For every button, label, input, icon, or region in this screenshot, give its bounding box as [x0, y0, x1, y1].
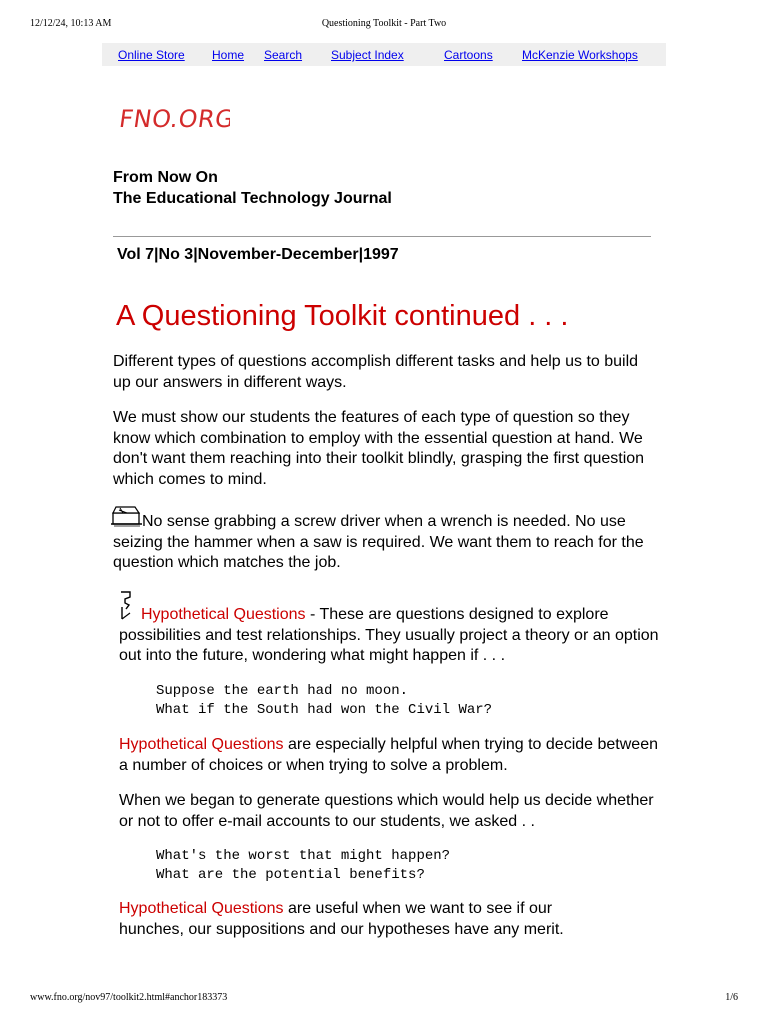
paragraph-3 [113, 512, 658, 574]
horizontal-rule [113, 236, 651, 237]
example-1-line-1: Suppose the earth had no moon. [156, 683, 409, 699]
paragraph-7 [119, 899, 619, 940]
print-doc-title: Questioning Toolkit - Part Two [321, 18, 447, 29]
term-hypothetical-questions: Hypothetical Questions [119, 736, 284, 753]
paragraph-7-text: are useful when we want to see if our hunches, our suppositions and our hypotheses have any merit. [119, 900, 564, 938]
term-hypothetical-questions: Hypothetical Questions [119, 900, 284, 917]
logo-text: FNO.ORG [120, 105, 230, 133]
example-block-1 [156, 682, 492, 719]
example-2-line-2: What are the potential benefits? [156, 866, 425, 883]
paragraph-5-text: are especially helpful when trying to decide between a number of choices or when trying to solve a problem. [119, 736, 658, 774]
paragraph-4-text: - These are questions designed to explore possibilities and test relationships. They usually project a theory or an option out into the future, wondering what might happen if . . . [119, 606, 659, 664]
term-hypothetical-questions: Hypothetical Questions [141, 606, 306, 623]
page-title: A Questioning Toolkit continued . . . [116, 300, 569, 332]
paragraph-1: Different types of questions accomplish different tasks and help us to build up our answers in different ways. [113, 353, 639, 391]
nav-link-mckenzie-workshops[interactable]: McKenzie Workshops [522, 48, 638, 62]
paragraph-3-text: No sense grabbing a screw driver when a wrench is needed. No use seizing the hammer when a saw is required. We want them to reach for the question which matches the job. [113, 513, 644, 571]
example-block-2 [156, 847, 450, 884]
paragraph-6: When we began to generate questions which would help us decide whether or not to offer e-mail accounts to our students, we asked . . [119, 792, 654, 830]
journal-name [113, 167, 392, 209]
example-2-line-1: What's the worst that might happen? [156, 848, 451, 864]
toolbox-icon [111, 504, 143, 528]
issue-info: Vol 7|No 3|November-December|1997 [117, 246, 399, 263]
paragraph-5 [119, 735, 659, 776]
top-nav [102, 43, 666, 66]
nav-link-online-store[interactable]: Online Store [118, 48, 185, 62]
fno-logo-graphic [120, 100, 230, 136]
paragraph-2: We must show our students the features of each type of question so they know which combination to employ with the essential question at hand. We don't want them reaching into their toolkit blindly, grasping the first question which comes to mind. [113, 409, 645, 488]
paragraph-4 [119, 605, 659, 667]
journal-line-1: From Now On [113, 169, 218, 186]
journal-line-2: The Educational Technology Journal [113, 190, 392, 207]
nav-link-home[interactable]: Home [212, 48, 245, 62]
print-datetime: 12/12/24, 10:13 AM [30, 18, 112, 29]
print-page-number: 1/6 [725, 992, 738, 1003]
nav-link-search[interactable]: Search [264, 48, 303, 62]
nav-link-subject-index[interactable]: Subject Index [331, 48, 404, 62]
print-url: www.fno.org/nov97/toolkit2.html#anchor183373 [30, 992, 228, 1003]
example-1-line-2: What if the South had won the Civil War? [156, 701, 493, 718]
nav-link-cartoons[interactable]: Cartoons [444, 48, 493, 62]
site-logo[interactable] [120, 100, 230, 141]
